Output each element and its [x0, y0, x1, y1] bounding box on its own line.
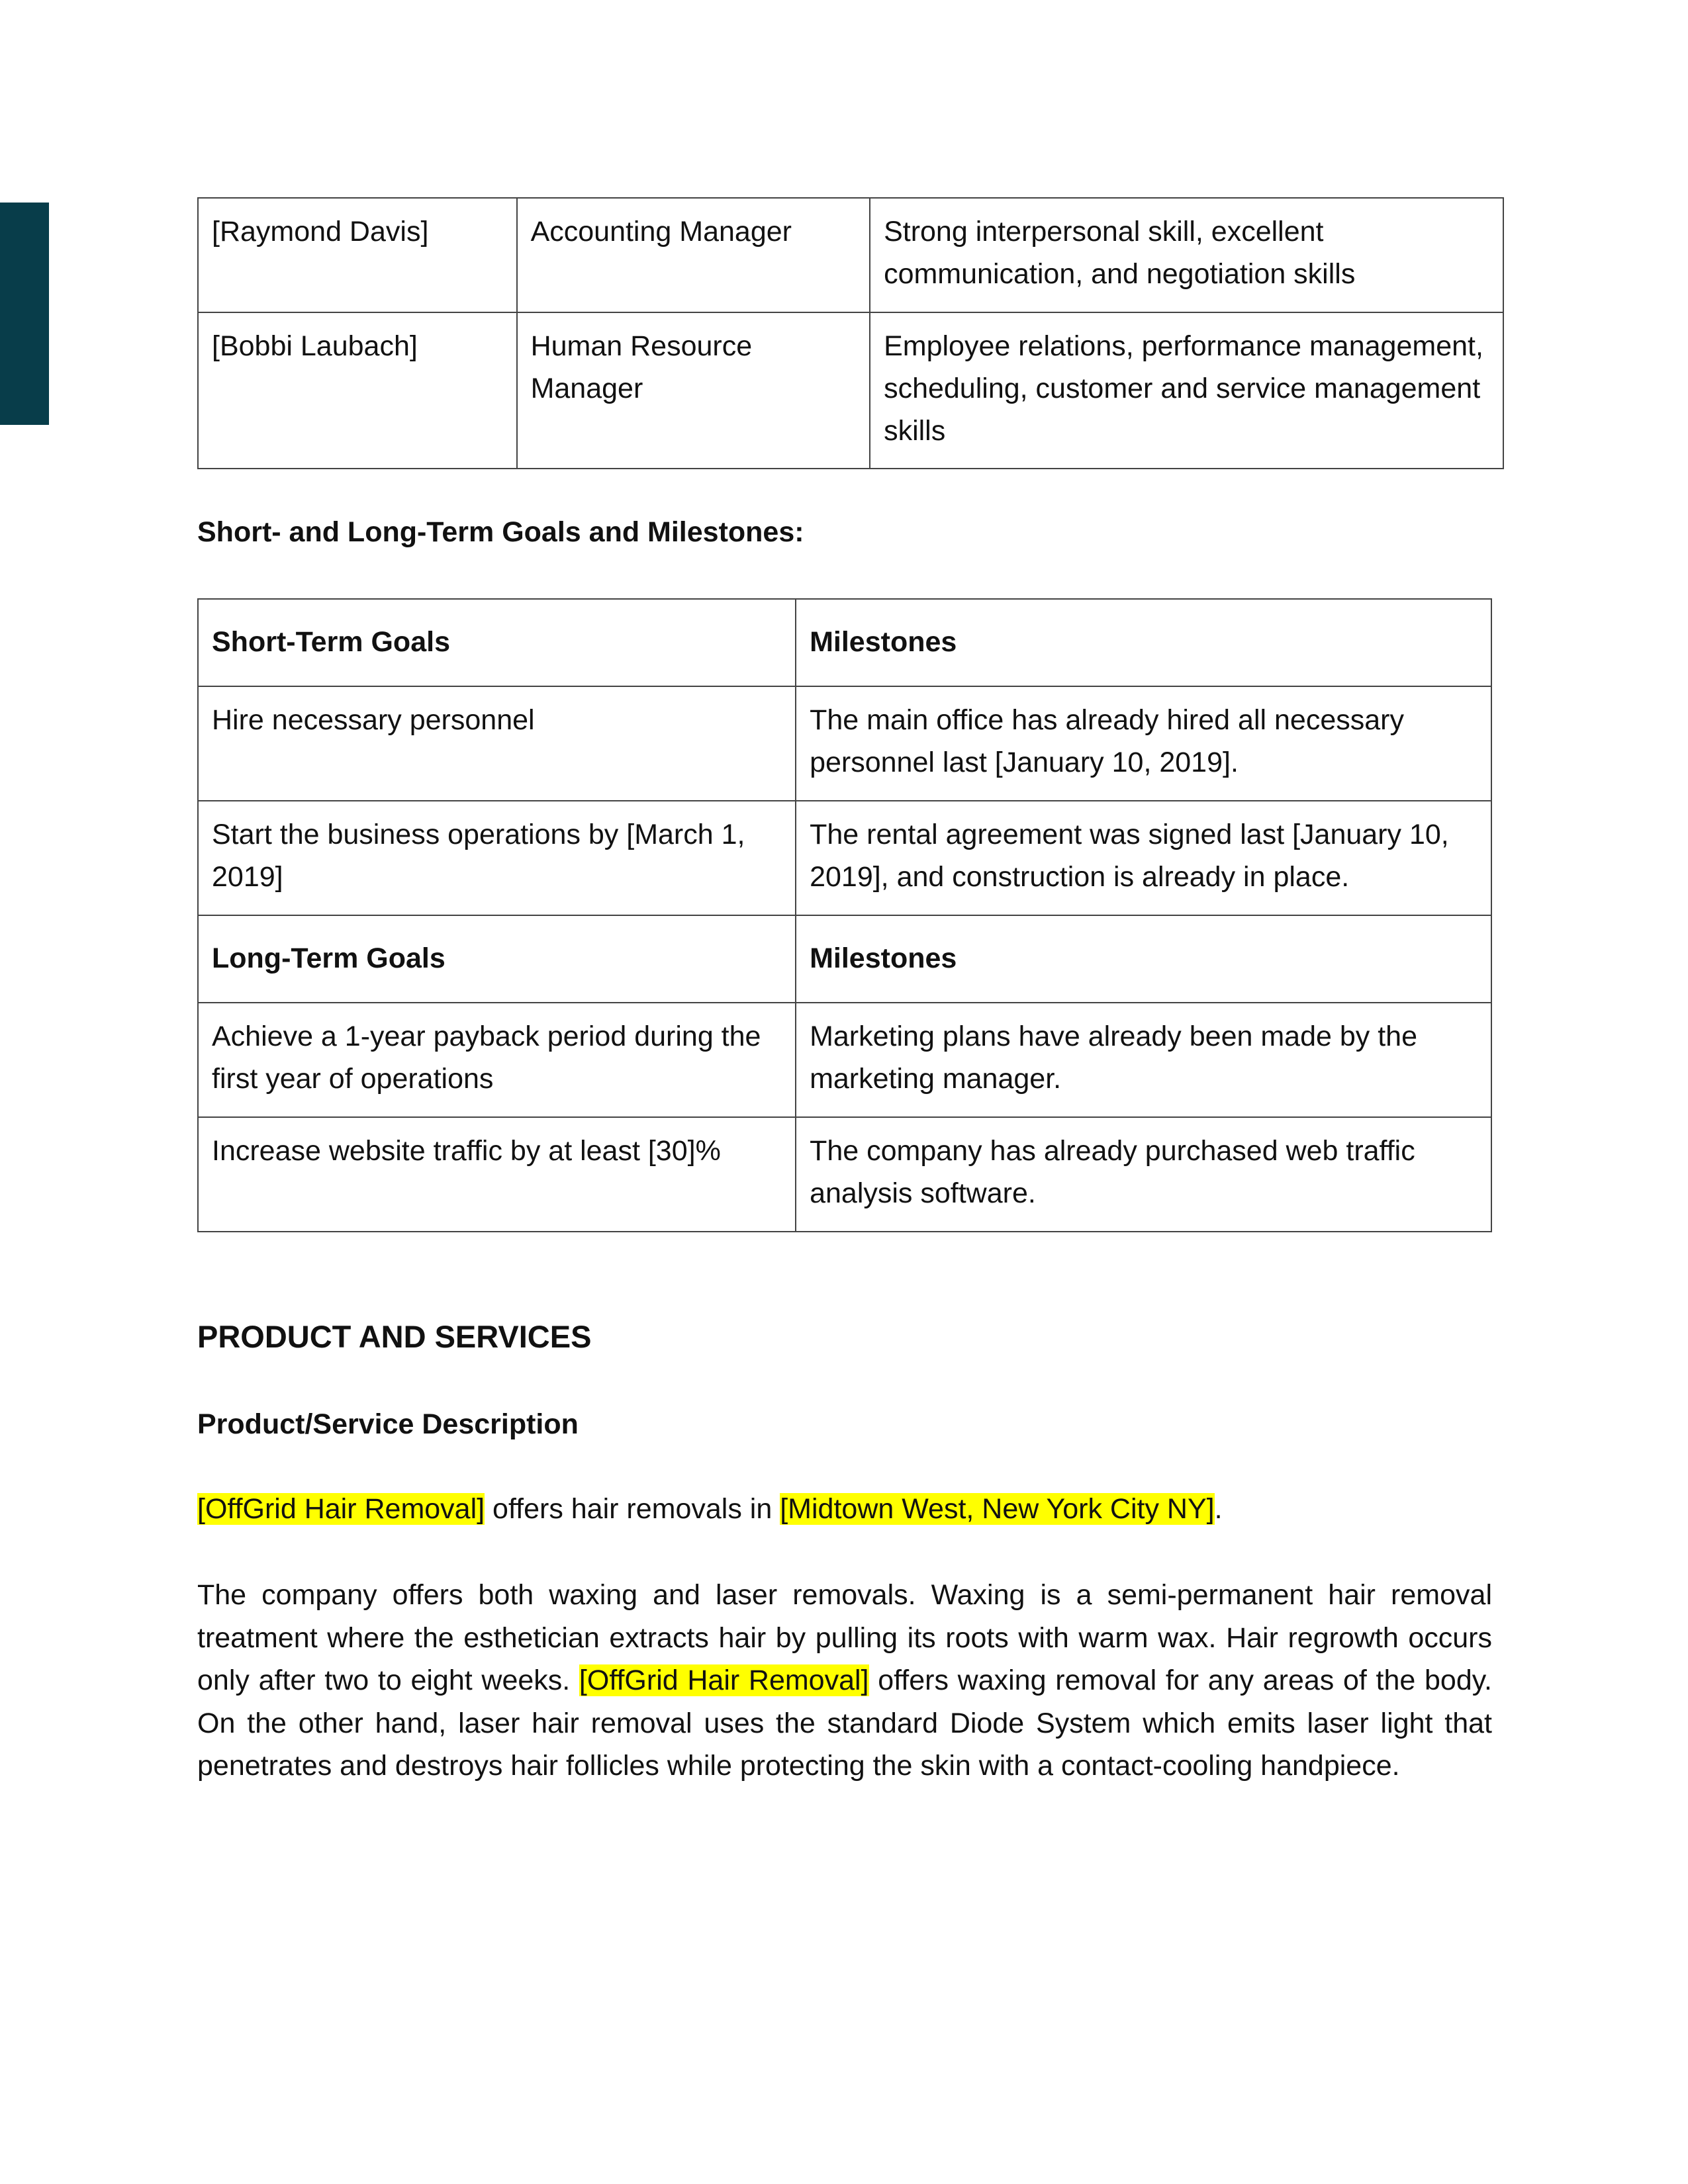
milestones-header: Milestones	[796, 599, 1491, 686]
team-table	[197, 197, 1504, 469]
team-member-position: Human Resource Manager	[517, 312, 870, 469]
table-row	[198, 1003, 1491, 1117]
side-color-tab	[0, 203, 49, 425]
table-header-row	[198, 915, 1491, 1003]
table-row	[198, 198, 1503, 312]
table-row	[198, 312, 1503, 469]
intro-text: offers hair removals in	[485, 1493, 780, 1525]
goals-heading: Short- and Long-Term Goals and Milestones:	[197, 516, 804, 548]
goal-cell: Achieve a 1-year payback period during the first year of operations	[198, 1003, 796, 1117]
goals-table	[197, 598, 1492, 1232]
company-name-highlight: [OffGrid Hair Removal]	[579, 1664, 869, 1696]
table-header-row	[198, 599, 1491, 686]
company-name-highlight: [OffGrid Hair Removal]	[197, 1493, 485, 1525]
team-member-name: [Raymond Davis]	[198, 198, 517, 312]
team-member-skills: Employee relations, performance management, scheduling, customer and service management skills	[870, 312, 1503, 469]
table-row	[198, 801, 1491, 915]
milestone-cell: The main office has already hired all necessary personnel last [January 10, 2019].	[796, 686, 1491, 801]
section-title: PRODUCT AND SERVICES	[197, 1319, 592, 1354]
team-member-position: Accounting Manager	[517, 198, 870, 312]
intro-end: .	[1214, 1493, 1223, 1525]
long-term-goals-header: Long-Term Goals	[198, 915, 796, 1003]
description-heading: Product/Service Description	[197, 1408, 579, 1440]
table-row	[198, 686, 1491, 801]
team-member-name: [Bobbi Laubach]	[198, 312, 517, 469]
team-member-skills: Strong interpersonal skill, excellent communication, and negotiation skills	[870, 198, 1503, 312]
location-highlight: [Midtown West, New York City NY]	[780, 1493, 1215, 1525]
goal-cell: Increase website traffic by at least [30]%	[198, 1117, 796, 1232]
short-term-goals-header: Short-Term Goals	[198, 599, 796, 686]
goal-cell: Start the business operations by [March 1, 2019]	[198, 801, 796, 915]
description-text: offers waxing removal for any areas of the body. On the other hand, laser hair removal uses the standard Diode System which emits laser light that penetrates and destroys hair follicles while protecting the skin with a contact-cooling handpiece.	[197, 1664, 1492, 1782]
description-text: The company offers both waxing and laser removals. Waxing is a semi-permanent hair removal treatment where the esthetician extracts hair by pulling its roots with warm wax. Hair regrowth occurs only after two to eight weeks.	[197, 1579, 1492, 1696]
milestone-cell: The company has already purchased web traffic analysis software.	[796, 1117, 1491, 1232]
intro-paragraph	[197, 1488, 1492, 1531]
milestone-cell: Marketing plans have already been made by the marketing manager.	[796, 1003, 1491, 1117]
table-row	[198, 1117, 1491, 1232]
goal-cell: Hire necessary personnel	[198, 686, 796, 801]
milestones-header: Milestones	[796, 915, 1491, 1003]
description-paragraph	[197, 1574, 1492, 1788]
milestone-cell: The rental agreement was signed last [January 10, 2019], and construction is already in place.	[796, 801, 1491, 915]
